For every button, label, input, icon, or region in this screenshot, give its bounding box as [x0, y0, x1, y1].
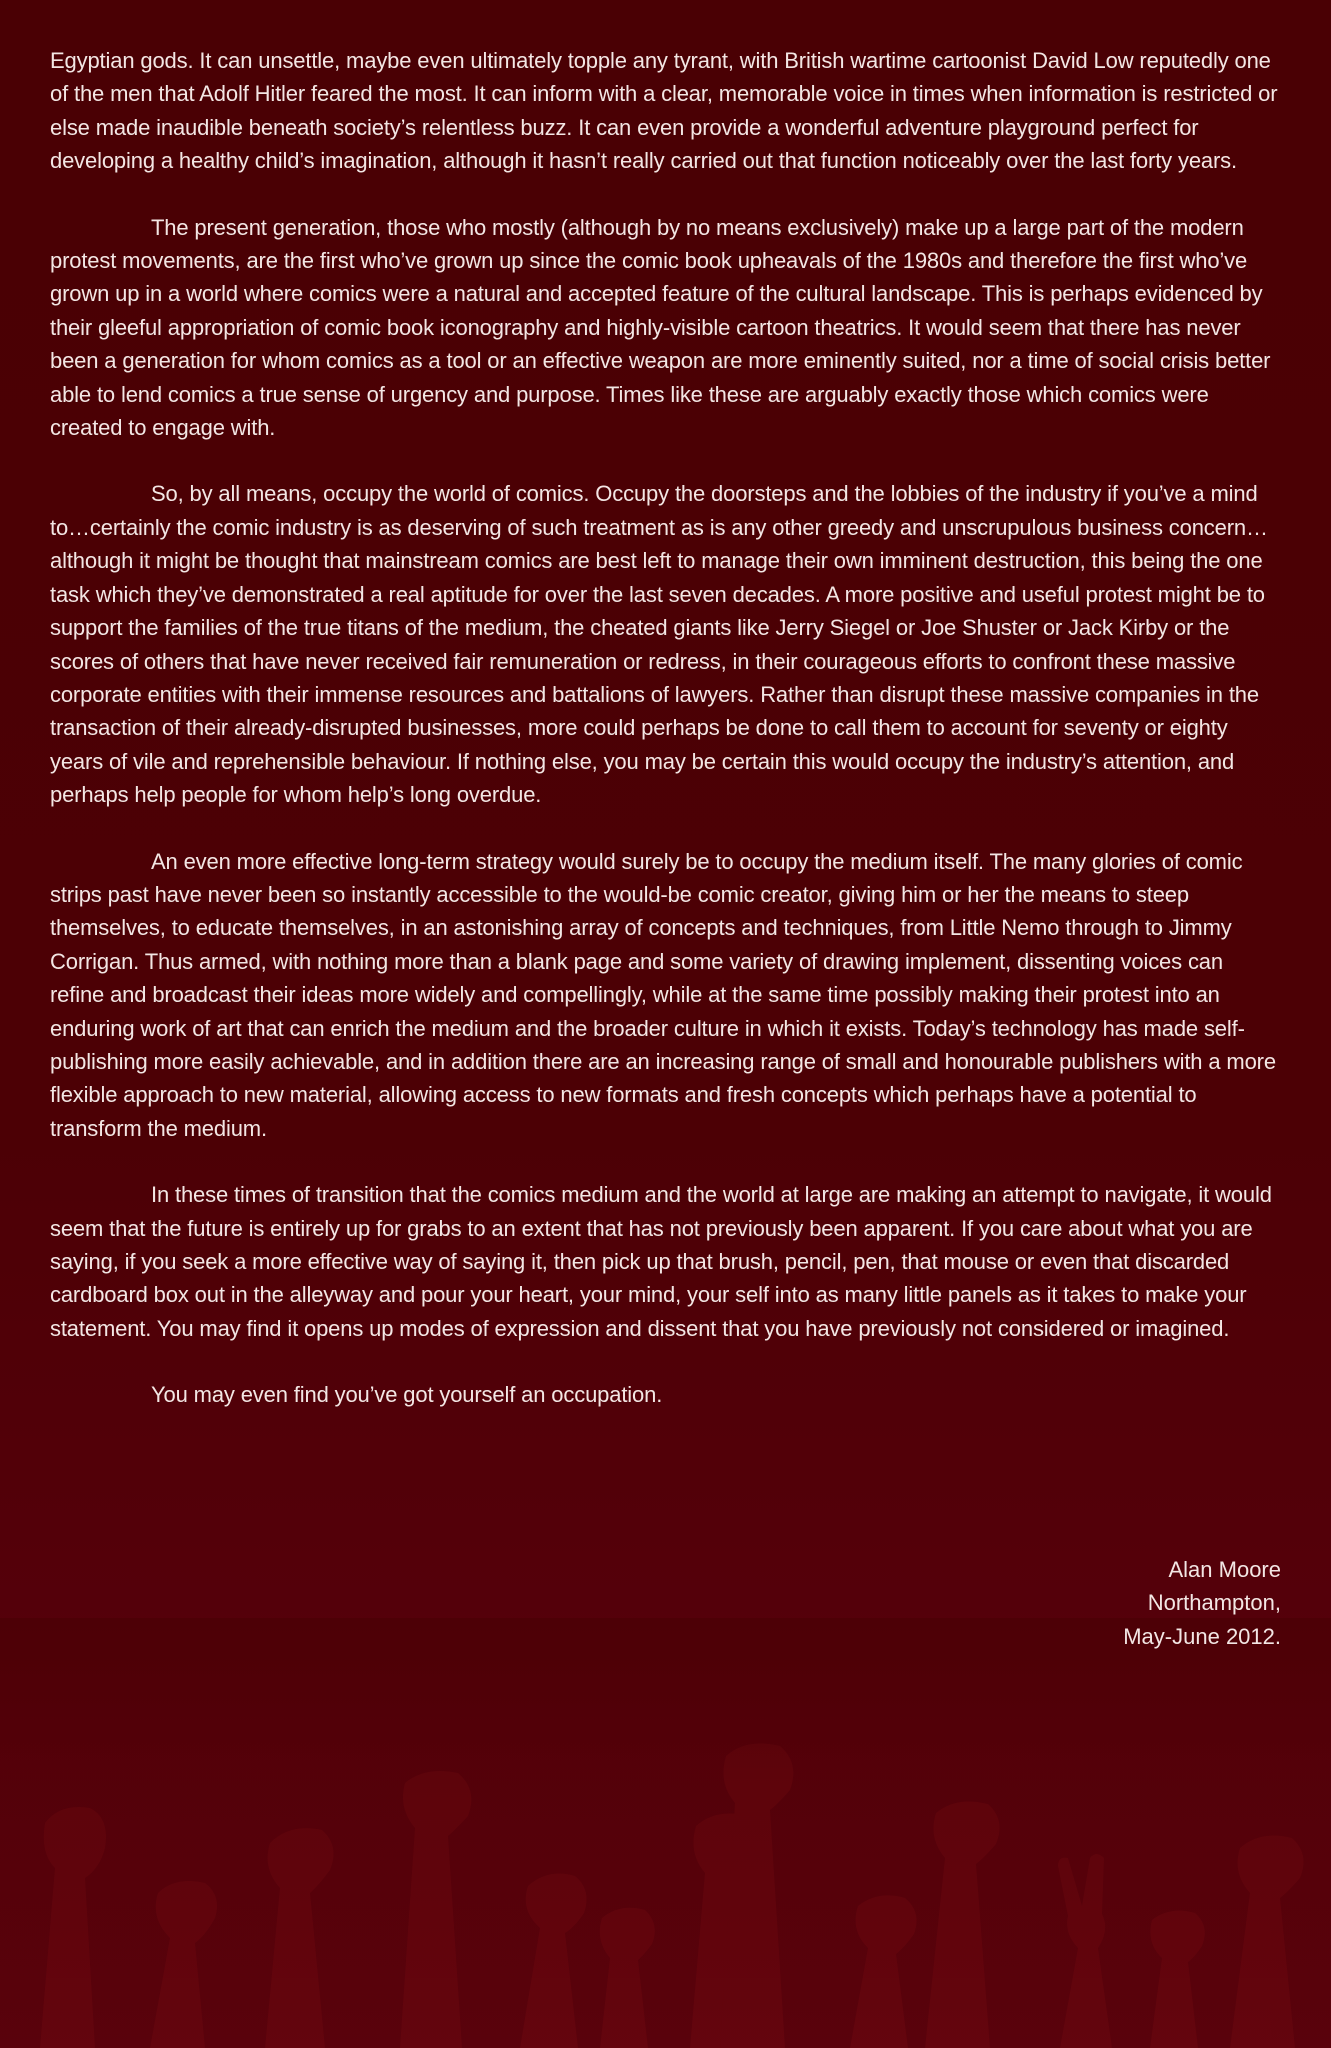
paragraph-1: Egyptian gods. It can unsettle, maybe even ultimately topple any tyrant, with British wartime cartoonist David Low reputedly one of the men that Adolf Hitler feared the most. It can inform with a clear, memorable voice in times when information is restricted or else made inaudible beneath society’s relentless buzz. It can even provide a wonderful adventure playground perfect for developing a healthy child’s imagination, although it hasn’t really carried out that function noticeably over the last forty years. [50, 48, 1278, 174]
essay-body [50, 44, 1282, 1445]
author-name: Alan Moore [1168, 1557, 1281, 1582]
paragraph-5: In these times of transition that the comics medium and the world at large are making an attempt to navigate, it would seem that the future is entirely up for grabs to an extent that has not previously been apparent. If you care about what you are saying, if you seek a more effective way of saying it, then pick up that brush, pencil, pen, that mouse or even that discarded cardboard box out in the alleyway and pour your heart, your mind, your self into as many little panels as it takes to make your statement. You may find it opens up modes of expression and dissent that you have previously not considered or imagined. [50, 1182, 1272, 1341]
raised-fists-illustration [0, 1618, 1331, 2048]
author-place: Northampton, [1147, 1590, 1281, 1616]
paragraph-4: An even more effective long-term strategy would surely be to occupy the medium itself. The many glories of comic strips past have never been so instantly accessible to the would-be comic creator, giving him or her the means to steep themselves, to educate themselves, in an astonishing array of concepts and techniques, from Little Nemo through to Jimmy Corrigan. Thus armed, with nothing more than a blank page and some variety of drawing implement, dissenting voices can refine and broadcast their ideas more widely and compellingly, while at the same time possibly making their protest into an enduring work of art that can enrich the medium and the broader culture in which it exists. Today’s technology has made self-publishing more easily achievable, and in addition there are an increasing range of small and honourable publishers with a more flexible approach to new material, allowing access to new formats and fresh concepts which perhaps have a potential to transform the medium. [50, 848, 1276, 1141]
author-signature [1123, 1553, 1281, 1653]
paragraph-6: You may even find you’ve got yourself an occupation. [151, 1382, 663, 1408]
paragraph-3: So, by all means, occupy the world of comics. Occupy the doorsteps and the lobbies of the industry if you’ve a mind to…certainly the comic industry is as deserving of such treatment as is any other greedy and unscrupulous business concern…although it might be thought that mainstream comics are best left to manage their own imminent destruction, this being the one task which they’ve demonstrated a real aptitude for over the last seven decades. A more positive and useful protest might be to support the families of the true titans of the medium, the cheated giants like Jerry Siegel or Joe Shuster or Jack Kirby or the scores of others that have never received fair remuneration or redress, in their courageous efforts to confront these massive corporate entities with their immense resources and battalions of lawyers. Rather than disrupt these massive companies in the transaction of their already-disrupted businesses, more could perhaps be done to call them to account for seventy or eighty years of vile and reprehensible behaviour. If nothing else, you may be certain this would occupy the industry’s attention, and perhaps help people for whom help’s long overdue. [50, 481, 1268, 808]
author-date: May-June 2012. [1123, 1623, 1281, 1649]
paragraph-2: The present generation, those who mostly (although by no means exclusively) make up a large part of the modern protest movements, are the first who’ve grown up since the comic book upheavals of the 1980s and therefore the first who’ve grown up in a world where comics were a natural and accepted feature of the cultural landscape. This is perhaps evidenced by their gleeful appropriation of comic book iconography and highly-visible cartoon theatrics. It would seem that there has never been a generation for whom comics as a tool or an effective weapon are more eminently suited, nor a time of social crisis better able to lend comics a true sense of urgency and purpose. Times like these are arguably exactly those which comics were created to engage with. [50, 214, 1271, 441]
